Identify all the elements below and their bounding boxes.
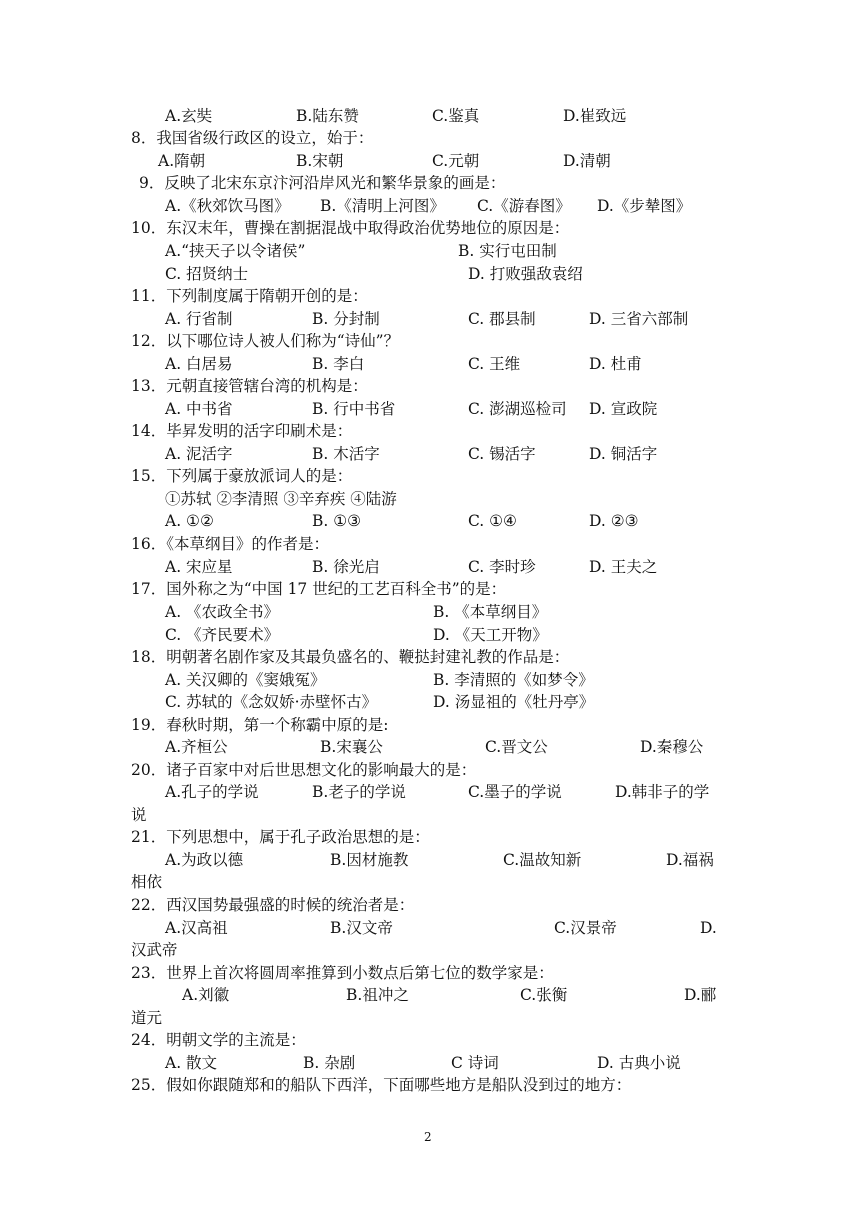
option: D.《步辇图》 (597, 197, 692, 215)
option: A. 《农政全书》 (165, 603, 280, 621)
option: D. 宣政院 (589, 400, 658, 418)
question-stem: 16．《本草纲目》的作者是： (131, 535, 329, 553)
wrapped-text: 相依 (131, 873, 163, 891)
option: C.墨子的学说 (468, 783, 562, 801)
option: D. 打败强敌袁绍 (468, 265, 583, 283)
option: D.福祸 (666, 851, 714, 869)
option: A.为政以德 (165, 851, 244, 869)
option: D. 杜甫 (589, 355, 642, 373)
option: C.温故知新 (503, 851, 582, 869)
option: D.清朝 (563, 152, 611, 170)
question-stem: 19．春秋时期，第一个称霸中原的是: (131, 716, 389, 734)
option: B. 《本草纲目》 (433, 603, 548, 621)
option: A.隋朝 (158, 152, 206, 170)
option: A. 行省制 (165, 310, 233, 328)
option: B.老子的学说 (312, 783, 406, 801)
option: A.《秋郊饮马图》 (165, 197, 290, 215)
question-stem: 9．反映了北宋东京汴河沿岸风光和繁华景象的画是： (139, 174, 506, 192)
option: B. 实行屯田制 (458, 242, 557, 260)
wrapped-text: 道元 (131, 1009, 163, 1027)
question-stem: 23．世界上首次将圆周率推算到小数点后第七位的数学家是： (131, 964, 554, 982)
option: B. 李白 (312, 355, 365, 373)
option: D.韩非子的学 (615, 783, 710, 801)
option: B. 杂剧 (303, 1054, 356, 1072)
option: A. 散文 (165, 1054, 218, 1072)
question-stem: 12．以下哪位诗人被人们称为“诗仙”？ (131, 332, 400, 350)
option: A.刘徽 (182, 986, 230, 1004)
option: B.宋朝 (296, 152, 344, 170)
option: A.孔子的学说 (165, 783, 259, 801)
option: B. 行中书省 (312, 400, 396, 418)
option: A. 中书省 (165, 400, 233, 418)
option: C. 锡活字 (468, 445, 536, 463)
option: B. 分封制 (312, 310, 380, 328)
question-stem: 15．下列属于豪放派词人的是： (131, 467, 353, 485)
option: C.张衡 (520, 986, 568, 1004)
option: A. 白居易 (165, 355, 233, 373)
option: B.因材施教 (330, 851, 409, 869)
option: A.玄奘 (165, 107, 213, 125)
option: B.祖冲之 (346, 986, 409, 1004)
option: D. 王夫之 (589, 558, 658, 576)
option: D. 三省六部制 (589, 310, 689, 328)
option: D.秦穆公 (640, 738, 704, 756)
option: D.崔致远 (563, 107, 627, 125)
option: C.晋文公 (485, 738, 548, 756)
question-stem: 18．明朝著名剧作家及其最负盛名的、鞭挞封建礼教的作品是： (131, 648, 570, 666)
option: B. 李清照的《如梦令》 (433, 671, 594, 689)
option: A. 宋应星 (165, 558, 233, 576)
option: C.元朝 (432, 152, 480, 170)
question-stem: 24．明朝文学的主流是： (131, 1031, 306, 1049)
option: D. (700, 919, 717, 937)
page-number: 2 (424, 1130, 432, 1144)
option: C. 苏轼的《念奴娇·赤壁怀古》 (165, 693, 378, 711)
question-stem: 13．元朝直接管辖台湾的机构是： (131, 377, 368, 395)
option: C. 招贤纳士 (165, 265, 249, 283)
option: B.陆东赞 (296, 107, 359, 125)
wrapped-text: 汉武帝 (131, 941, 178, 959)
option: A. 泥活字 (165, 445, 233, 463)
option: B.汉文帝 (330, 919, 393, 937)
question-stem: 14．毕昇发明的活字印刷术是： (131, 422, 353, 440)
option: A.齐桓公 (165, 738, 228, 756)
question-stem: 22．西汉国势最强盛的时候的统治者是： (131, 896, 415, 914)
option: B.《清明上河图》 (320, 197, 445, 215)
option: C. 郡县制 (468, 310, 536, 328)
option: D. 古典小说 (597, 1054, 681, 1072)
option: A.汉高祖 (165, 919, 228, 937)
option: C. 《齐民要术》 (165, 626, 280, 644)
option: C. ①④ (468, 512, 517, 530)
wrapped-text: 说 (131, 806, 147, 824)
option: B. ①③ (312, 512, 362, 530)
option: C. 李时珍 (468, 558, 536, 576)
option: A.“挟天子以令诸侯” (165, 242, 306, 260)
question-stem: 10．东汉末年，曹操在割据混战中取得政治优势地位的原因是： (131, 219, 570, 237)
option: B. 徐光启 (312, 558, 380, 576)
option: C. 王维 (468, 355, 521, 373)
option: D. 铜活字 (589, 445, 658, 463)
question-stem: 20．诸子百家中对后世思想文化的影响最大的是： (131, 761, 477, 779)
question-stem: 8．我国省级行政区的设立，始于： (131, 129, 374, 147)
option: B.宋襄公 (320, 738, 383, 756)
option: D. 汤显祖的《牡丹亭》 (433, 693, 595, 711)
option: C. 澎湖巡检司 (468, 400, 567, 418)
option: D. ②③ (589, 512, 639, 530)
option: B. 木活字 (312, 445, 380, 463)
question-subitems: ①苏轼 ②李清照 ③辛弃疾 ④陆游 (165, 490, 397, 508)
option: C.《游春图》 (477, 197, 571, 215)
option: D.郦 (684, 986, 717, 1004)
question-stem: 21．下列思想中，属于孔子政治思想的是： (131, 828, 430, 846)
question-stem: 11．下列制度属于隋朝开创的是： (131, 287, 368, 305)
option: D. 《天工开物》 (433, 626, 548, 644)
option: A. 关汉卿的《窦娥冤》 (165, 671, 326, 689)
option: C.鉴真 (432, 107, 480, 125)
option: A. ①② (165, 512, 214, 530)
question-stem: 25．假如你跟随郑和的船队下西洋，下面哪些地方是船队没到过的地方： (131, 1076, 632, 1094)
option: C.汉景帝 (554, 919, 617, 937)
option: C 诗词 (451, 1054, 499, 1072)
question-stem: 17．国外称之为“中国 17 世纪的工艺百科全书”的是： (131, 580, 507, 598)
